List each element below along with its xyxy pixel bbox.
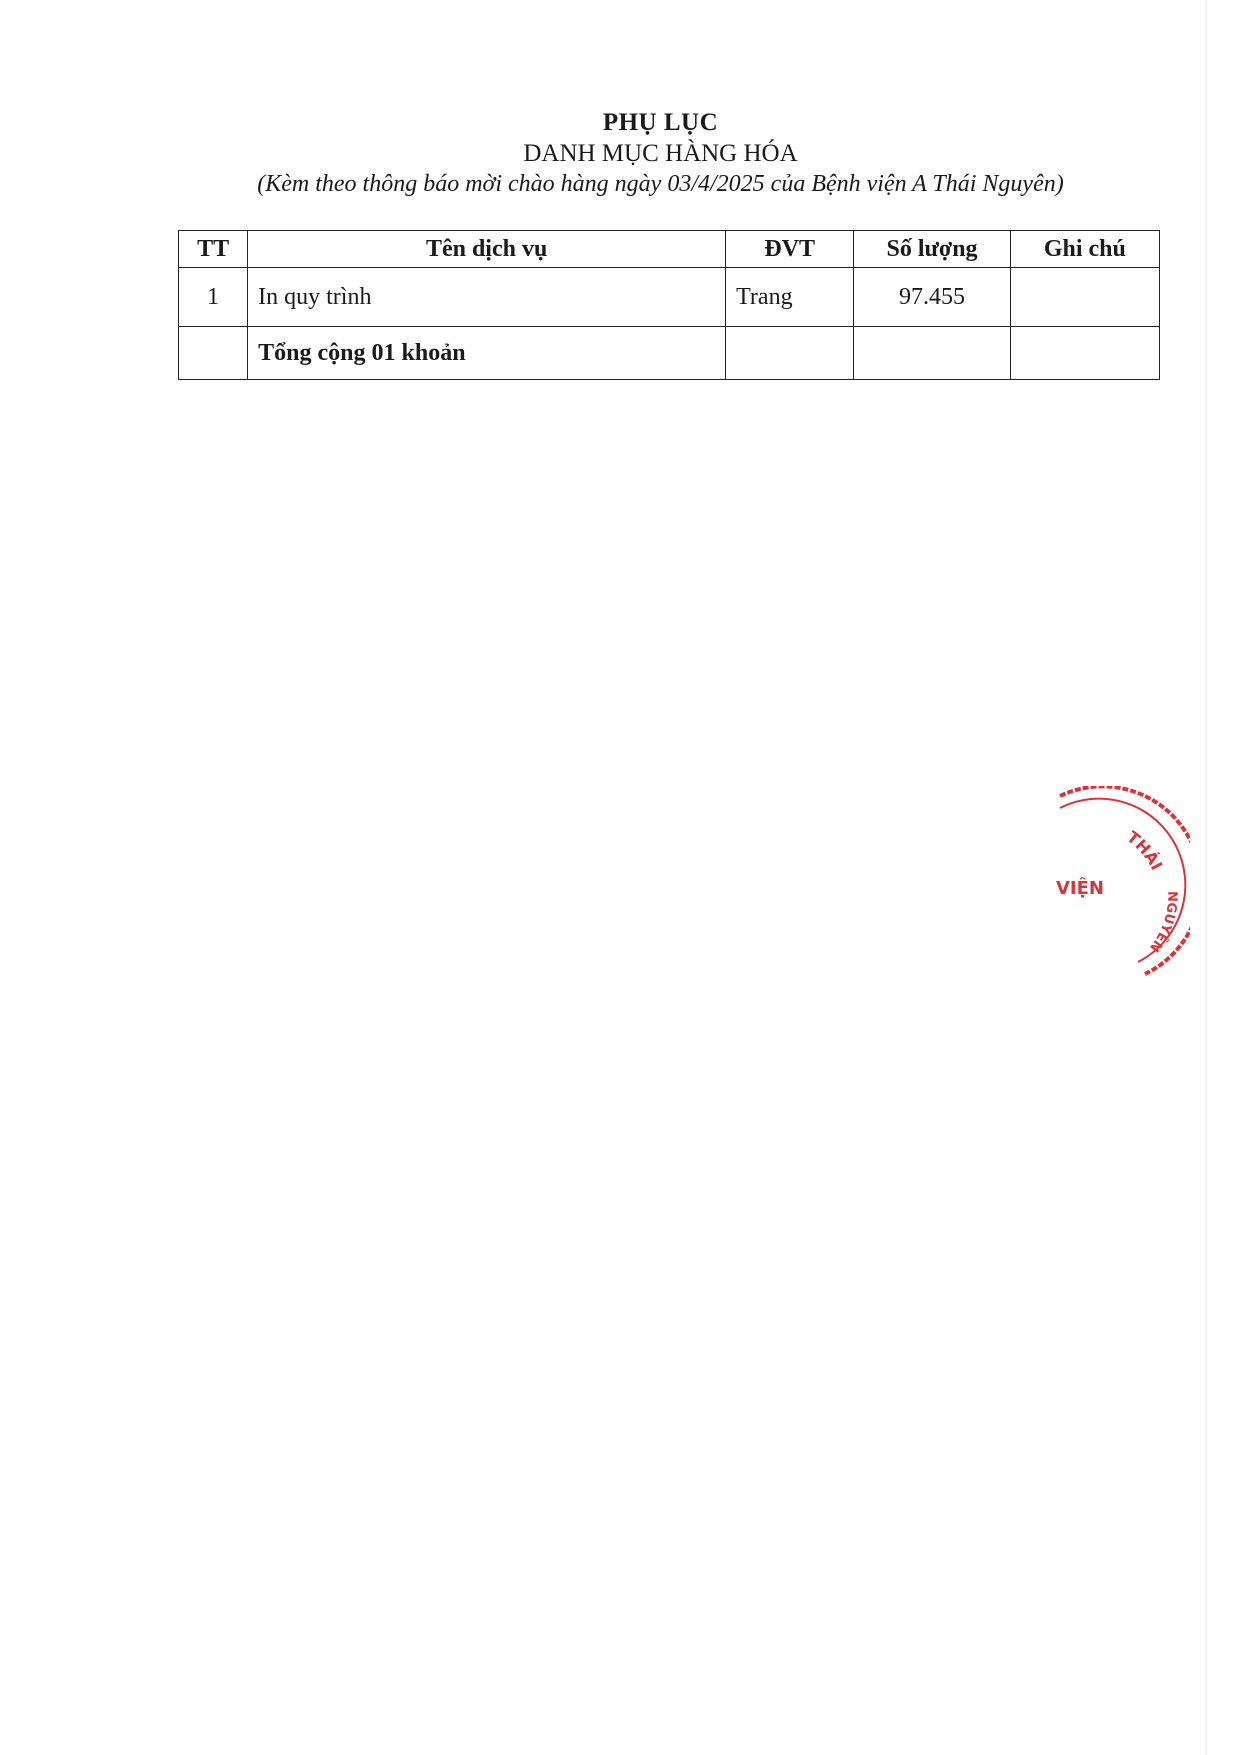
goods-table	[178, 230, 1160, 380]
page-title: PHỤ LỤC	[602, 109, 719, 136]
table-row	[179, 268, 1160, 327]
header-tt: TT	[179, 231, 248, 268]
stamp-text-mid: VIỆN	[1056, 878, 1104, 899]
total-cell-tt	[179, 327, 248, 380]
total-cell-note	[1010, 327, 1159, 380]
cell-tt: 1	[179, 268, 248, 327]
header-name: Tên dịch vụ	[248, 231, 726, 268]
official-seal-stamp	[1040, 786, 1190, 986]
cell-name: In quy trình	[248, 268, 726, 327]
total-row	[179, 327, 1160, 380]
table-header-row	[179, 231, 1160, 268]
cell-note	[1010, 268, 1159, 327]
header-unit: ĐVT	[726, 231, 854, 268]
stamp-text-top: THÁI	[1123, 827, 1167, 874]
cell-unit: Trang	[726, 268, 854, 327]
scan-edge	[1205, 0, 1207, 1755]
header-qty: Số lượng	[854, 231, 1010, 268]
total-cell-unit	[726, 327, 854, 380]
cell-qty: 97.455	[854, 268, 1010, 327]
stamp-text-side: NGUYÊN	[1146, 890, 1180, 955]
total-label: Tổng cộng 01 khoản	[248, 327, 726, 380]
page-note: (Kèm theo thông báo mời chào hàng ngày 03/4/2025 của Bệnh viện A Thái Nguyên)	[257, 171, 1064, 197]
page-subtitle: DANH MỤC HÀNG HÓA	[523, 140, 798, 167]
header-note: Ghi chú	[1010, 231, 1159, 268]
total-cell-qty	[854, 327, 1010, 380]
